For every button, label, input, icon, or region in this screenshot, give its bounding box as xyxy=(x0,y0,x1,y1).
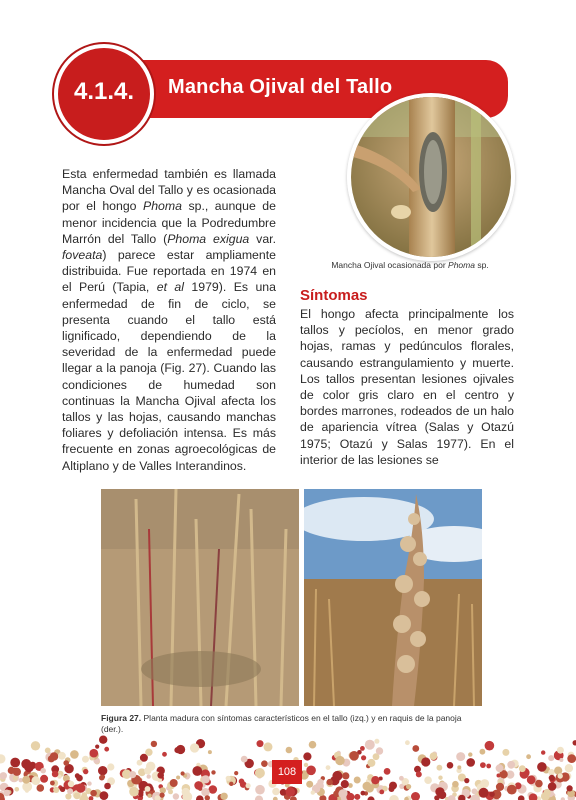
sintomas-heading: Síntomas xyxy=(300,287,368,304)
intro-paragraph xyxy=(62,166,276,474)
section-number: 4.1.4. xyxy=(73,78,135,105)
text-run: var. xyxy=(249,231,276,246)
section-number-badge xyxy=(54,44,154,144)
italic-term: foveata xyxy=(62,248,103,263)
text-run: ) parece estar ampliamente distribuida. Fue reportada en 1974 en el Perú (Tapia, xyxy=(62,248,276,295)
stem-lesion-photo xyxy=(347,93,515,261)
italic-term: Phoma exigua xyxy=(167,231,250,246)
section-title: Mancha Ojival del Tallo xyxy=(168,76,393,98)
figure-caption: Figura 27. Planta madura con síntomas característicos en el tallo (izq.) y en raquis de la panoja (der.). xyxy=(101,713,462,734)
plant-stem-photo xyxy=(101,489,299,706)
panicle-photo xyxy=(304,489,482,706)
text-run: 1979). Es una enfermedad de fin de ciclo, se presenta cuando el tallo está lignificado, dependiendo de la severidad de la enfermedad puede llegar a la panoja (Fig. 27). Cuando las condiciones de humedad son continuas la Mancha Ojival afecta los tallos y las hojas, causando manchas foliares y defoliación intensa. Es más frecuente en zonas agroecológicas de Altiplano y de Valles Interandinos. xyxy=(62,280,276,473)
italic-term: et al xyxy=(156,280,184,295)
sintomas-paragraph: El hongo afecta principalmente los tallos y pecíolos, en menor grado hojas, ramas y pedúnculos florales, causando estrangulamiento y muerte. Los tallos presentan lesiones ojivales de color gris claro en el centro y bordes marrones, rodeados de un halo de apariencia vítrea (Salas y Otazú 1975; Otazú y Salas 1977). En el interior de las lesiones se xyxy=(300,307,514,467)
photo-caption: Mancha Ojival ocasionada por Phoma sp. xyxy=(331,260,489,270)
text-run: Esta enfermedad también es llamada Mancha Oval del Tallo y es ocasionada por el hongo xyxy=(62,167,276,214)
page-number: 108 xyxy=(272,760,302,784)
italic-term: Phoma xyxy=(143,199,182,214)
text-run: sp., aunque de menor incidencia que la Podredumbre Marrón del Tallo ( xyxy=(62,199,276,246)
